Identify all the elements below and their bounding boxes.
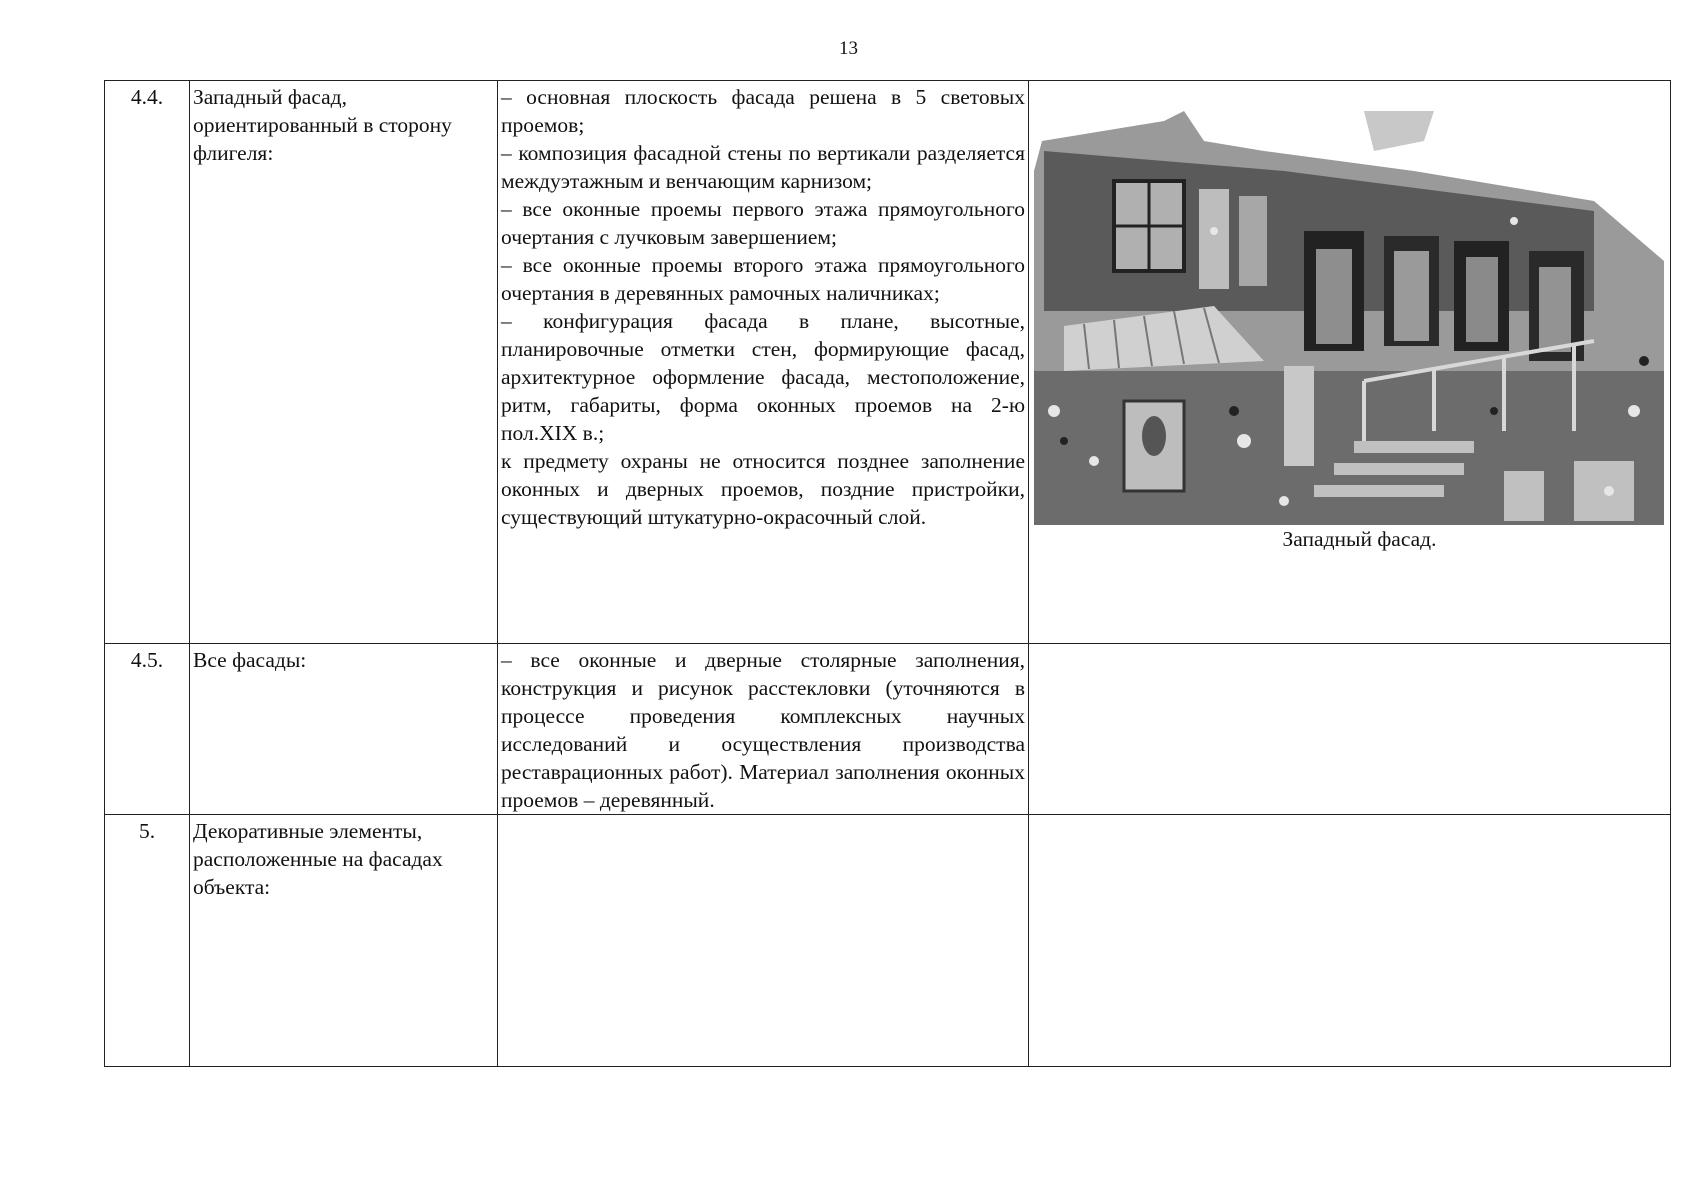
list-item: – все оконные проемы второго этажа прямоугольного очертания в деревянных рамочных наличниках; [501,253,1025,305]
row-title: Декоративные элементы, расположенные на фасадах объекта: [190,815,498,1067]
table-row [105,81,1671,644]
row-title: Западный фасад, ориентированный в сторону флигеля: [190,81,498,644]
list-item: к предмету охраны не относится позднее заполнение оконных и дверных проемов, поздние пристройки, существующий штукатурно-окрасочный слой. [501,449,1025,529]
photo-caption: Западный фасад. [1282,527,1437,551]
empty-cell [1029,815,1671,1067]
empty-cell [498,815,1029,1067]
list-item: – конфигурация фасада в плане, высотные, планировочные отметки стен, формирующие фасад, архитектурное оформление фасада, местоположение, ритм, габариты, форма оконных проемов на 2-ю пол.XIX в.; [501,309,1025,445]
row-number: 4.5. [105,644,190,815]
empty-cell [1029,644,1671,815]
photo-cell [1029,81,1671,644]
row-description [498,644,1029,815]
row-number: 4.4. [105,81,190,644]
page-number: 13 [839,38,858,59]
table-row [105,644,1671,815]
list-item: – все оконные и дверные столярные заполнения, конструкция и рисунок расстекловки (уточняются в процессе проведения комплексных научных исследований и осуществления производства реставрационных работ). Материал заполнения оконных проемов – деревянный. [501,648,1025,812]
row-description [498,81,1029,644]
list-item: – композиция фасадной стены по вертикали разделяется междуэтажным и венчающим карнизом; [501,141,1025,193]
table-row [105,815,1671,1067]
list-item: – основная плоскость фасада решена в 5 световых проемов; [501,85,1025,137]
row-title: Все фасады: [190,644,498,815]
protection-subject-table [104,80,1671,1067]
facade-photo [1034,111,1664,525]
list-item: – все оконные проемы первого этажа прямоугольного очертания с лучковым завершением; [501,197,1025,249]
row-number: 5. [105,815,190,1067]
